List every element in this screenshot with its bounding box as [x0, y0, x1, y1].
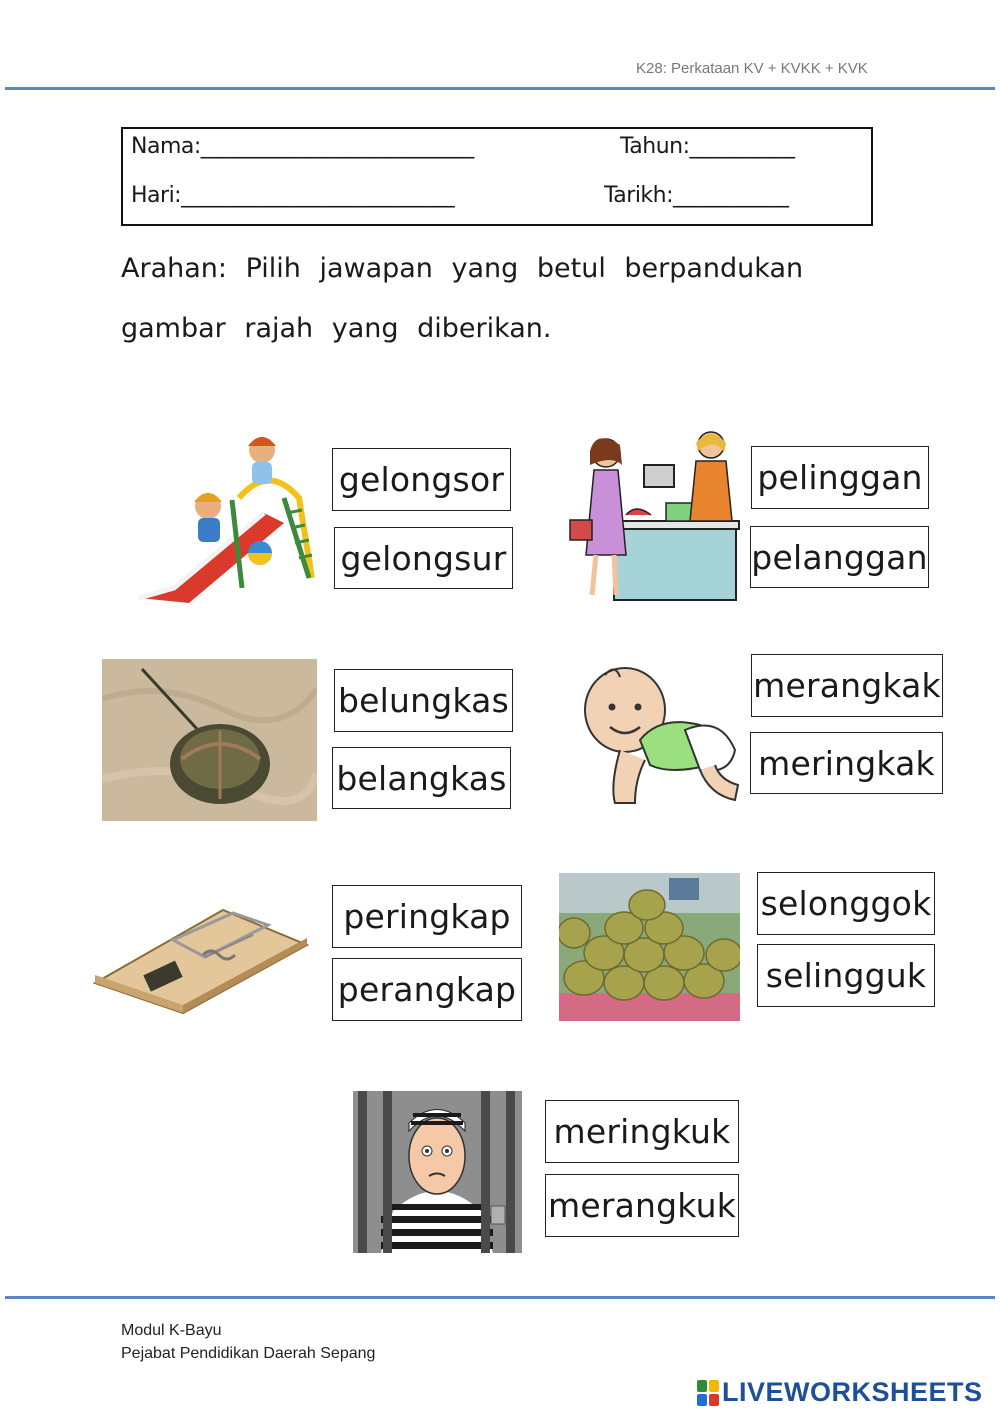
- liveworksheets-mark-icon: [697, 1380, 719, 1406]
- horseshoe-crab-picture: [102, 659, 317, 821]
- header-title: K28: Perkataan KV + KVKK + KVK: [636, 60, 868, 77]
- option-pelanggan[interactable]: pelanggan: [750, 526, 929, 588]
- option-belangkas[interactable]: belangkas: [332, 747, 511, 809]
- tarikh-field[interactable]: Tarikh:___________: [604, 183, 789, 208]
- option-meringkak[interactable]: meringkak: [750, 732, 943, 794]
- nama-field[interactable]: Nama:__________________________: [131, 134, 474, 159]
- option-perangkap[interactable]: perangkap: [332, 958, 522, 1021]
- option-gelongsor[interactable]: gelongsor: [332, 448, 511, 511]
- hari-field[interactable]: Hari:__________________________: [131, 183, 455, 208]
- header-rule: [5, 87, 995, 90]
- option-merangkak[interactable]: merangkak: [751, 654, 943, 717]
- instruction-line-1: Arahan: Pilih jawapan yang betul berpandukan: [121, 253, 804, 284]
- option-peringkap[interactable]: peringkap: [332, 885, 522, 948]
- option-selonggok[interactable]: selonggok: [757, 872, 935, 935]
- option-belungkas[interactable]: belungkas: [334, 669, 513, 732]
- option-selingguk[interactable]: selingguk: [757, 944, 935, 1007]
- tahun-field[interactable]: Tahun:__________: [620, 134, 795, 159]
- option-pelinggan[interactable]: pelinggan: [751, 446, 929, 509]
- option-meringkuk[interactable]: meringkuk: [545, 1100, 739, 1163]
- liveworksheets-logo-text: LIVEWORKSHEETS: [722, 1377, 983, 1407]
- liveworksheets-logo[interactable]: [697, 1377, 983, 1408]
- slide-picture: [134, 428, 320, 610]
- mousetrap-picture: [93, 905, 309, 1015]
- footer-rule: [5, 1296, 995, 1299]
- footer-office: Pejabat Pendidikan Daerah Sepang: [121, 1345, 376, 1362]
- durian-pile-picture: [559, 873, 740, 1021]
- option-merangkuk[interactable]: merangkuk: [545, 1174, 739, 1237]
- instruction-line-2: gambar rajah yang diberikan.: [121, 313, 552, 344]
- footer-module: Modul K-Bayu: [121, 1322, 222, 1339]
- prisoner-picture: [353, 1091, 522, 1253]
- option-gelongsur[interactable]: gelongsur: [334, 527, 513, 589]
- student-info-box: [121, 127, 873, 226]
- crawling-baby-picture: [580, 655, 742, 810]
- customer-picture: [566, 425, 741, 605]
